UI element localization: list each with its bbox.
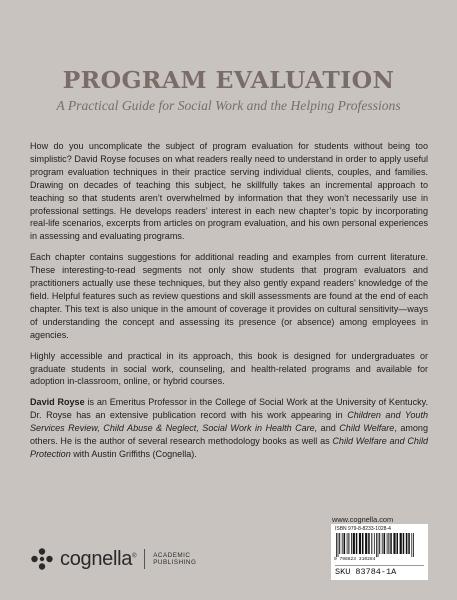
publisher-name: cognella® xyxy=(60,547,137,570)
book-subtitle: A Practical Guide for Social Work and the Helping Professions xyxy=(56,98,401,113)
publisher-division: ACADEMIC PUBLISHING xyxy=(153,551,197,566)
description-paragraph-1: How do you uncomplicate the subject of program evaluation for students without being too simplistic? David Royse focuses on what readers really need to understand in order to apply useful program evaluation techniques in their practice serving individual clients, couples, and families. Drawing on decades of teaching this subject, he skillfully takes an incremental approach to teaching so that students aren’t overwhelmed by information that they won’t necessarily use in professional settings. He develops readers’ interest in each new chapter’s topic by incorporating real-life scenarios, excerpts from articles on program evaluation, and his own personal experiences in assessing and evaluating programs. xyxy=(30,141,428,242)
cognella-logo-icon xyxy=(30,547,54,571)
publisher-url: www.cognella.com xyxy=(332,515,394,524)
barcode-icon xyxy=(335,533,424,557)
bio-journal-2: Child Welfare xyxy=(339,423,395,434)
bio-text-1: is an Emeritus Professor in the College of Social Work at the University of Kentucky. Dr. Royse has an extensive publication record with his work appearing in xyxy=(30,397,428,421)
bio-journals: Children and Youth Services Review, Child Abuse & Neglect, Social Work in Health Care, xyxy=(30,410,428,434)
isbn-text: ISBN 979-8-8233-1028-4 xyxy=(335,526,391,532)
author-bio xyxy=(30,396,428,461)
publisher-logo xyxy=(30,547,196,571)
bio-book: Child Welfare and Child Protection xyxy=(30,436,428,459)
author-name: David Royse xyxy=(30,397,85,408)
description-text xyxy=(30,140,428,469)
sku-text: SKU 83784-1A xyxy=(335,565,424,578)
logo-divider xyxy=(144,549,145,569)
barcode-digits: 9 798823 310284 xyxy=(334,557,376,562)
bio-text-3: , among others. He is the author of several research methodology books as well as xyxy=(30,423,428,447)
description-paragraph-3: Highly accessible and practical in its approach, this book is designed for undergraduates or graduate students in social work, counseling, and health-related programs and available for adoption in-classroom, online, or hybrid courses. xyxy=(30,350,428,387)
book-title: PROGRAM EVALUATION xyxy=(62,66,395,94)
bio-text-2: and xyxy=(317,423,340,434)
description-paragraph-2: Each chapter contains suggestions for additional reading and examples from current literature. These interesting-to-read segments not only show students that program evaluators and practitioners actually use these techniques, but they also gently expand readers’ knowledge of the field. Helpful features such as review questions and skill assessments are found at the end of each chapter. This text is also unique in the amount of coverage it provides on cultural sensitivity—ways of understanding the concept and assessing its presence (or absence) among employees in agencies. xyxy=(30,252,428,340)
barcode-label xyxy=(331,524,428,580)
bio-text-4: with Austin Griffiths (Cognella). xyxy=(70,448,197,459)
